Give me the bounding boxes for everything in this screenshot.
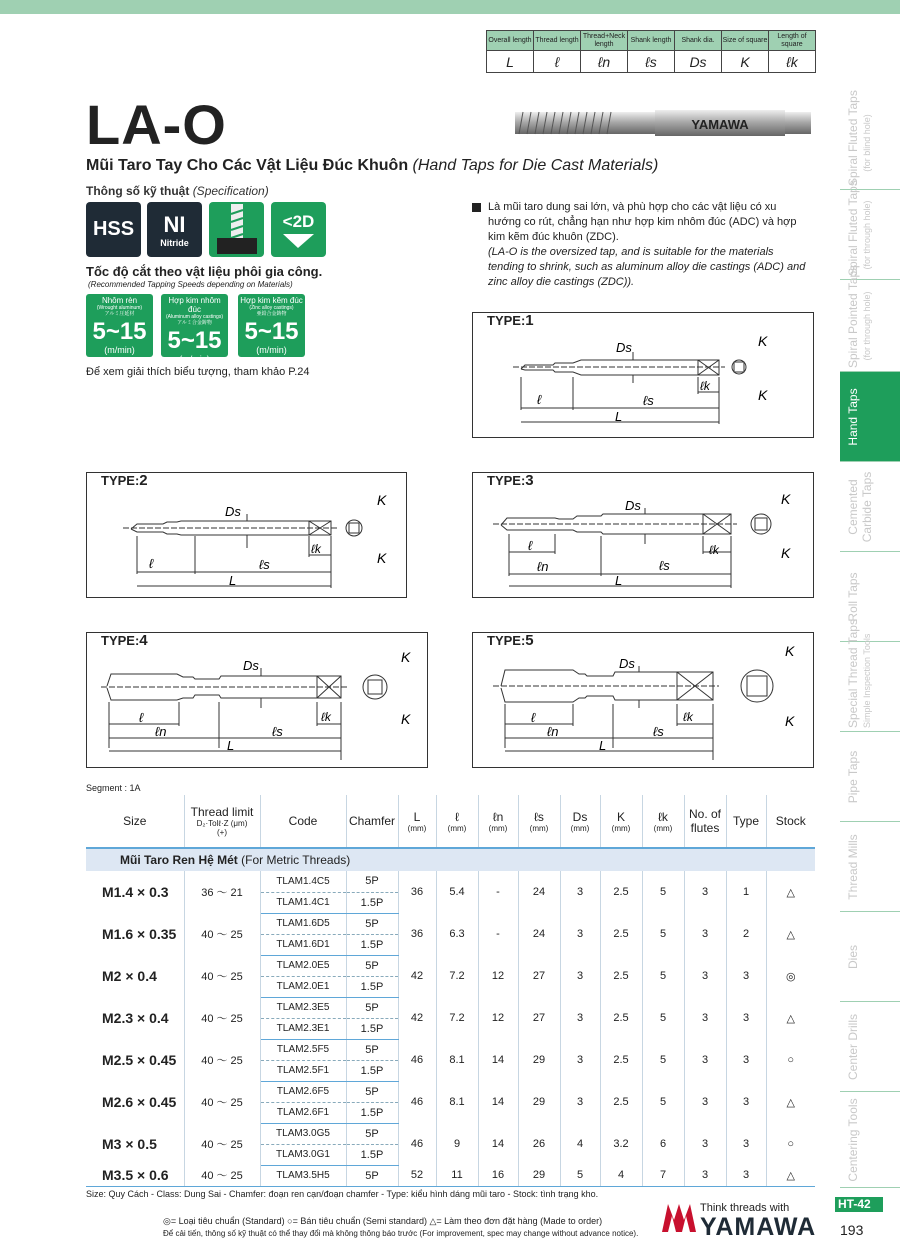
spec-en: (Specification) [192, 184, 269, 198]
svg-text:K: K [377, 492, 387, 508]
type-1-label: TYPE:1 [487, 312, 534, 329]
spec-label [86, 184, 269, 198]
chamfer-cell: 1.5P [346, 934, 398, 955]
svg-text:ℓk: ℓk [683, 710, 693, 724]
sidebar-tab-label: Centering Tools [846, 1098, 860, 1182]
col-thread-limit: Thread limit D₂·Tolℓ·Z (μm) (+) [184, 795, 260, 848]
svg-text:Ds: Ds [243, 658, 259, 673]
speed-card-wrought-aluminum: Nhôm rèn (Wrought aluminum) アルミ圧延材 5~15 (m/min) [86, 294, 153, 357]
svg-text:ℓn: ℓn [155, 724, 167, 739]
speed-subtitle: (Recommended Tapping Speeds depending on Materials) [88, 280, 293, 289]
svg-text:ℓs: ℓs [659, 558, 670, 573]
tap-brand-text: YAMAWA [691, 117, 749, 132]
sidebar-tab[interactable] [840, 912, 900, 1002]
code-cell: TLAM1.4C1 [260, 892, 346, 913]
col-L: L (mm) [398, 795, 436, 848]
sidebar-tab[interactable] [840, 822, 900, 912]
chamfer-cell: 5P [346, 997, 398, 1018]
ln-cell: 14 [478, 1123, 518, 1165]
svg-text:Ds: Ds [225, 504, 241, 519]
svg-text:ℓs: ℓs [272, 724, 283, 739]
type-cell: 3 [726, 1123, 766, 1165]
svg-text:L: L [229, 573, 237, 588]
col-type: Type [726, 795, 766, 848]
stock-cell: ◎ [785, 970, 796, 983]
flutes-cell: 3 [684, 1123, 726, 1165]
ls-cell: 26 [518, 1123, 560, 1165]
lk-cell: 5 [642, 1039, 684, 1081]
size-cell: M3.5 × 0.6 [86, 1165, 184, 1186]
k-cell: 2.5 [600, 997, 642, 1039]
thread-limit-cell: 40 ～ 25 [184, 1123, 260, 1165]
l-cell: 8.1 [436, 1039, 478, 1081]
speed-card-aluminum-castings: Hợp kim nhôm đúc (Aluminum alloy castings) アルミ合金鋳物 5~15 (m/min) [161, 294, 228, 357]
svg-text:ℓk: ℓk [311, 542, 321, 556]
type-5-diagram: TYPE:5 Ds ℓ ℓn ℓs L ℓk K K [472, 632, 814, 768]
svg-text:L: L [227, 738, 235, 753]
svg-text:L: L [615, 573, 623, 588]
sidebar-tab-label: Center Drills [846, 1014, 860, 1081]
code-cell: TLAM2.0E5 [260, 955, 346, 976]
top-color-bar [0, 0, 900, 14]
chamfer-cell: 5P [346, 913, 398, 934]
table-row [86, 1165, 815, 1186]
code-cell: TLAM1.4C5 [260, 871, 346, 892]
l-cell: 7.2 [436, 955, 478, 997]
svg-text:ℓs: ℓs [653, 724, 664, 739]
code-cell: TLAM2.6F5 [260, 1081, 346, 1102]
table-row [86, 913, 815, 934]
title-vi: Mũi Taro Tay Cho Các Vật Liệu Đúc Khuôn [86, 157, 409, 174]
dim-header: Thread+Neck length [581, 31, 628, 51]
svg-text:K: K [401, 649, 411, 665]
ln-cell: - [478, 871, 518, 913]
type-1-l: ℓ [537, 392, 542, 407]
dim-header: Size of square [722, 31, 769, 51]
product-code: LA-O [86, 93, 227, 156]
type-cell: 3 [726, 1039, 766, 1081]
ls-cell: 24 [518, 913, 560, 955]
ln-cell: 12 [478, 955, 518, 997]
notice: Để cải tiến, thông số kỹ thuật có thể thay đổi mà không thông báo trước (For improvement, spec may change without advance notice). [163, 1229, 639, 1238]
l-cell: 5.4 [436, 871, 478, 913]
thread-limit-cell: 40 ～ 25 [184, 1039, 260, 1081]
k-cell: 4 [600, 1165, 642, 1186]
dim-header: Length of square [769, 31, 816, 51]
dim-header: Shank length [628, 31, 675, 51]
k-cell: 3.2 [600, 1123, 642, 1165]
flutes-cell: 3 [684, 913, 726, 955]
svg-text:K: K [377, 550, 387, 566]
L-cell: 42 [398, 997, 436, 1039]
code-cell: TLAM2.3E5 [260, 997, 346, 1018]
dim-symbol: K [722, 51, 769, 73]
col-lk: ℓk (mm) [642, 795, 684, 848]
svg-text:ℓn: ℓn [537, 559, 549, 574]
title-en: (Hand Taps for Die Cast Materials) [412, 157, 659, 174]
dim-symbol: ℓn [581, 51, 628, 73]
k-cell: 2.5 [600, 1081, 642, 1123]
sidebar-tab[interactable] [840, 372, 900, 462]
size-cell: M1.6 × 0.35 [86, 913, 184, 955]
brand-name: YAMAWA [700, 1213, 817, 1241]
size-cell: M1.4 × 0.3 [86, 871, 184, 913]
tagline: Think threads with [700, 1202, 790, 1214]
sidebar-tab-label: Spiral Fluted Taps (for through hole) [846, 180, 872, 276]
dim-symbol: Ds [675, 51, 722, 73]
ls-cell: 29 [518, 1081, 560, 1123]
chamfer-cell: 5P [346, 955, 398, 976]
type-1-k-bottom: K [758, 387, 768, 403]
col-flutes: No. of flutes [684, 795, 726, 848]
stock-cell: △ [786, 928, 795, 941]
page-number: 193 [840, 1222, 864, 1238]
svg-text:ℓ: ℓ [531, 710, 536, 725]
type-1-lk: ℓk [700, 379, 710, 393]
chamfer-cell: 5P [346, 1165, 398, 1186]
ln-cell: 14 [478, 1081, 518, 1123]
ls-cell: 27 [518, 997, 560, 1039]
ds-cell: 3 [560, 1039, 600, 1081]
flutes-cell: 3 [684, 1081, 726, 1123]
lk-cell: 5 [642, 913, 684, 955]
type-cell: 2 [726, 913, 766, 955]
lk-cell: 6 [642, 1123, 684, 1165]
chamfer-cell: 1.5P [346, 976, 398, 997]
lk-cell: 5 [642, 871, 684, 913]
stock-cell: ○ [787, 1054, 795, 1066]
L-cell: 36 [398, 871, 436, 913]
description-vi: Là mũi taro dung sai lớn, và phù hợp cho các vật liệu có xu hướng co rút, chẳng hạn như hợp kim nhôm đúc (ADC) và hợp kim kẽm đúc khuôn (ZDC). [472, 200, 812, 245]
col-code: Code [260, 795, 346, 848]
type-4-diagram: TYPE:4 Ds ℓ ℓn ℓs L ℓk K K [86, 632, 428, 768]
l-cell: 11 [436, 1165, 478, 1186]
ls-cell: 24 [518, 871, 560, 913]
code-cell: TLAM1.6D5 [260, 913, 346, 934]
speed-title: Tốc độ cắt theo vật liệu phôi gia công. [86, 264, 323, 279]
table-row [86, 1039, 815, 1060]
thread-limit-cell: 40 ～ 25 [184, 997, 260, 1039]
sidebar-tab-label: Cemented Carbide Taps [846, 471, 874, 543]
speed-card-zinc-castings: Hợp kim kẽm đúc (Zinc alloy castings) 亜鉛合金鋳物 5~15 (m/min) [238, 294, 305, 357]
footer-legend: Size: Quy Cách - Class: Dung Sai - Chamfer: đoạn ren cạn/đoạn chamfer - Type: kiểu hình dáng mũi taro - Stock: tình trạng kho. [86, 1189, 599, 1199]
dim-header: Thread length [534, 31, 581, 51]
L-cell: 46 [398, 1081, 436, 1123]
svg-text:K: K [781, 545, 791, 561]
dim-symbol: L [487, 51, 534, 73]
svg-text:K: K [401, 711, 411, 727]
flutes-cell: 3 [684, 1039, 726, 1081]
chamfer-cell: 5P [346, 1039, 398, 1060]
product-description [472, 200, 812, 290]
svg-text:ℓk: ℓk [321, 710, 331, 724]
thread-limit-cell: 40 ～ 25 [184, 955, 260, 997]
code-cell: TLAM3.5H5 [260, 1165, 346, 1186]
code-cell: TLAM3.0G1 [260, 1144, 346, 1165]
svg-text:Ds: Ds [625, 498, 641, 513]
L-cell: 52 [398, 1165, 436, 1186]
chamfer-cell: 5P [346, 871, 398, 892]
col-k: K (mm) [600, 795, 642, 848]
dim-header: Shank dia. [675, 31, 722, 51]
thread-limit-cell: 36 ～ 21 [184, 871, 260, 913]
ln-cell: 14 [478, 1039, 518, 1081]
svg-text:K: K [781, 491, 791, 507]
l-cell: 7.2 [436, 997, 478, 1039]
stock-cell: ○ [787, 1138, 795, 1150]
ds-cell: 3 [560, 871, 600, 913]
symbol-reference-note: Để xem giải thích biểu tượng, tham khảo P.24 [86, 366, 310, 378]
lk-cell: 5 [642, 955, 684, 997]
type-cell: 1 [726, 871, 766, 913]
ds-cell: 3 [560, 997, 600, 1039]
chamfer-cell: 1.5P [346, 1102, 398, 1123]
table-row [86, 1123, 815, 1144]
col-l: ℓ (mm) [436, 795, 478, 848]
svg-text:ℓ: ℓ [139, 710, 144, 725]
lk-cell: 5 [642, 997, 684, 1039]
code-cell: TLAM1.6D1 [260, 934, 346, 955]
type-cell: 3 [726, 997, 766, 1039]
chamfer-cell: 1.5P [346, 1144, 398, 1165]
ln-cell: 16 [478, 1165, 518, 1186]
chamfer-cell: 1.5P [346, 1018, 398, 1039]
sidebar-tab-label: Spiral Fluted Taps (for blind hole) [846, 90, 872, 186]
L-cell: 46 [398, 1039, 436, 1081]
spec-table [86, 795, 815, 1187]
type-1-L: L [615, 409, 623, 424]
dim-symbol: ℓ [534, 51, 581, 73]
size-cell: M3 × 0.5 [86, 1123, 184, 1165]
ls-cell: 29 [518, 1165, 560, 1186]
svg-text:ℓ: ℓ [528, 538, 533, 553]
sidebar-tab-label: Spiral Pointed Taps (for through hole) [846, 264, 872, 368]
ln-cell: 12 [478, 997, 518, 1039]
hss-badge: HSS [86, 202, 141, 257]
k-cell: 2.5 [600, 1039, 642, 1081]
code-cell: TLAM2.5F1 [260, 1060, 346, 1081]
svg-text:L: L [599, 738, 607, 753]
col-ln: ℓn (mm) [478, 795, 518, 848]
yamawa-logo-icon [662, 1202, 696, 1234]
svg-text:ℓ: ℓ [149, 556, 154, 571]
l-cell: 8.1 [436, 1081, 478, 1123]
sidebar-tab[interactable] [840, 90, 900, 190]
category-row: Mũi Taro Ren Hệ Mét (For Metric Threads) [86, 848, 815, 871]
ds-cell: 4 [560, 1123, 600, 1165]
sidebar-tab[interactable] [840, 264, 900, 372]
thread-limit-cell: 40 ～ 25 [184, 913, 260, 955]
type-2-diagram: TYPE:2 Ds ℓ ℓs L ℓk K K [86, 472, 407, 598]
table-row [86, 997, 815, 1018]
dim-header: Overall length [487, 31, 534, 51]
segment-label: Segment : 1A [86, 783, 141, 793]
table-row [86, 955, 815, 976]
sidebar-tab-label: Hand Taps [846, 388, 860, 446]
svg-text:ℓn: ℓn [547, 724, 559, 739]
thread-limit-cell: 40 ～ 25 [184, 1081, 260, 1123]
stock-cell: △ [766, 1165, 815, 1186]
ls-cell: 29 [518, 1039, 560, 1081]
L-cell: 46 [398, 1123, 436, 1165]
lk-cell: 5 [642, 1081, 684, 1123]
size-cell: M2.5 × 0.45 [86, 1039, 184, 1081]
product-title [86, 157, 658, 175]
type-1-k-top: K [758, 333, 768, 349]
section-badge: HT-42 [835, 1197, 883, 1212]
code-cell: TLAM3.0G5 [260, 1123, 346, 1144]
col-ds: Ds (mm) [560, 795, 600, 848]
ds-cell: 5 [560, 1165, 600, 1186]
sidebar-tab[interactable] [840, 462, 900, 552]
col-ls: ℓs (mm) [518, 795, 560, 848]
chamfer-cell: 5P [346, 1123, 398, 1144]
type-cell: 3 [726, 955, 766, 997]
k-cell: 2.5 [600, 871, 642, 913]
flutes-cell: 3 [684, 955, 726, 997]
sidebar-tab-label: Special Thread Taps Simple Inspection Tools [846, 619, 872, 728]
spec-vi: Thông số kỹ thuật [86, 184, 190, 198]
L-cell: 42 [398, 955, 436, 997]
ln-cell: - [478, 913, 518, 955]
stock-legend: ◎= Loại tiêu chuẩn (Standard) ○= Bán tiêu chuẩn (Semi standard) △= Làm theo đơn đặt hàng (Made to order) [163, 1216, 603, 1226]
L-cell: 36 [398, 913, 436, 955]
dim-symbol: ℓk [769, 51, 816, 73]
stock-cell: △ [786, 1012, 795, 1025]
ds-cell: 3 [560, 913, 600, 955]
tap-product-image [515, 104, 815, 144]
dimension-legend-table [486, 30, 816, 73]
sidebar-tab[interactable] [840, 1002, 900, 1092]
sidebar-tab-label: Dies [846, 945, 860, 970]
size-cell: M2.6 × 0.45 [86, 1081, 184, 1123]
l-cell: 9 [436, 1123, 478, 1165]
col-stock: Stock [766, 795, 815, 848]
table-row [86, 871, 815, 892]
stock-cell: △ [786, 886, 795, 899]
ds-cell: 3 [560, 1081, 600, 1123]
sidebar-tab-label: Roll Taps [846, 572, 860, 622]
svg-text:Ds: Ds [619, 656, 635, 671]
thread-limit-cell: 40 ～ 25 [184, 1165, 260, 1186]
chamfer-cell: 5P [346, 1081, 398, 1102]
nitride-badge: NI Nitride [147, 202, 202, 257]
svg-text:ℓk: ℓk [709, 543, 719, 557]
code-cell: TLAM2.6F1 [260, 1102, 346, 1123]
sidebar-tab[interactable] [840, 1092, 900, 1188]
sidebar-tab[interactable] [840, 732, 900, 822]
type-cell: 3 [726, 1165, 766, 1186]
lk-cell: 7 [642, 1165, 684, 1186]
depth-badge: <2D [271, 202, 326, 257]
col-chamfer: Chamfer [346, 795, 398, 848]
ls-cell: 27 [518, 955, 560, 997]
sidebar-tab[interactable] [840, 619, 900, 732]
svg-text:ℓs: ℓs [259, 557, 270, 572]
type-1-ls: ℓs [643, 393, 654, 408]
dim-symbol: ℓs [628, 51, 675, 73]
svg-text:K: K [785, 643, 795, 659]
chamfer-cell: 1.5P [346, 1060, 398, 1081]
code-cell: TLAM2.0E1 [260, 976, 346, 997]
col-size: Size [86, 795, 184, 848]
k-cell: 2.5 [600, 913, 642, 955]
chamfer-cell: 1.5P [346, 892, 398, 913]
description-en: (LA-O is the oversized tap, and is suitable for the materials tending to shrink, such as aluminum alloy die castings (ADC) and zinc alloy die castings (ZDC)). [488, 246, 806, 288]
size-cell: M2 × 0.4 [86, 955, 184, 997]
sidebar-tab-label: Pipe Taps [846, 750, 860, 804]
type-1-diagram [472, 312, 814, 438]
stock-cell: △ [786, 1096, 795, 1109]
table-row [86, 1081, 815, 1102]
l-cell: 6.3 [436, 913, 478, 955]
svg-text:K: K [785, 713, 795, 729]
type-3-diagram: TYPE:3 Ds ℓ ℓn ℓs L ℓk K K [472, 472, 814, 598]
code-cell: TLAM2.5F5 [260, 1039, 346, 1060]
k-cell: 2.5 [600, 955, 642, 997]
flutes-cell: 3 [684, 871, 726, 913]
tap-type-icon [209, 202, 264, 257]
yamawa-logo [662, 1202, 817, 1241]
type-1-ds: Ds [616, 340, 632, 355]
type-cell: 3 [726, 1081, 766, 1123]
flutes-cell: 3 [684, 997, 726, 1039]
size-cell: M2.3 × 0.4 [86, 997, 184, 1039]
sidebar-tab-label: Thread Mills [846, 834, 860, 900]
code-cell: TLAM2.3E1 [260, 1018, 346, 1039]
flutes-cell: 3 [684, 1165, 726, 1186]
ds-cell: 3 [560, 955, 600, 997]
